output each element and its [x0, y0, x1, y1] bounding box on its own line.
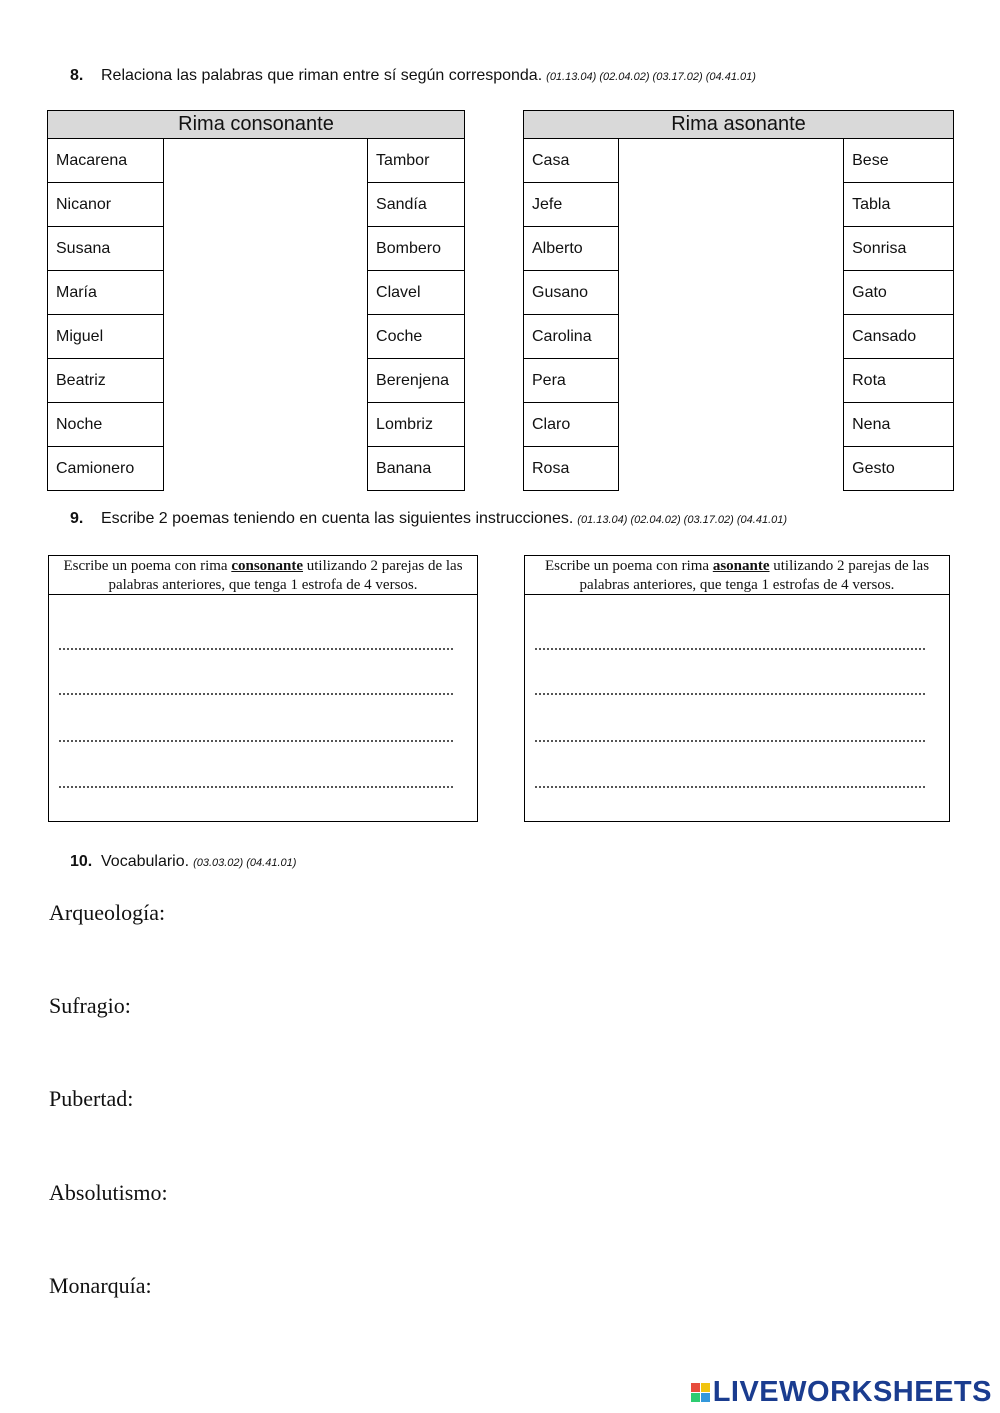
left-word-cell[interactable]: Gusano [524, 271, 619, 315]
matching-gap[interactable] [163, 447, 367, 491]
question-text: Vocabulario. [101, 853, 190, 870]
consonant-rhyme-table [47, 110, 465, 491]
answer-line[interactable] [59, 648, 453, 650]
left-word-cell[interactable]: Beatriz [48, 359, 164, 403]
left-word-cell[interactable]: Jefe [524, 183, 619, 227]
matching-gap[interactable] [618, 271, 843, 315]
question-text: Relaciona las palabras que riman entre sí según corresponda. [101, 67, 543, 84]
table-row [48, 447, 465, 491]
left-word-cell[interactable]: Camionero [48, 447, 164, 491]
logo-square [691, 1393, 700, 1402]
question-codes: (03.03.02) (04.41.01) [193, 857, 297, 869]
matching-gap[interactable] [618, 315, 843, 359]
right-word-cell[interactable]: Tambor [368, 139, 465, 183]
answer-line[interactable] [535, 740, 925, 742]
vocab-word: Absolutismo: [49, 1180, 168, 1205]
table-row [524, 447, 954, 491]
answer-line[interactable] [535, 648, 925, 650]
matching-gap[interactable] [163, 359, 367, 403]
answer-line[interactable] [59, 786, 453, 788]
left-word-cell[interactable]: Noche [48, 403, 164, 447]
right-word-cell[interactable]: Coche [368, 315, 465, 359]
right-word-cell[interactable]: Rota [844, 359, 954, 403]
matching-gap[interactable] [163, 315, 367, 359]
right-word-cell[interactable]: Gesto [844, 447, 954, 491]
table-row [524, 315, 954, 359]
left-word-cell[interactable]: Macarena [48, 139, 164, 183]
logo-text: LIVEWORKSHEETS [712, 1376, 992, 1408]
left-word-cell[interactable]: Alberto [524, 227, 619, 271]
question-text: Escribe 2 poemas teniendo en cuenta las siguientes instrucciones. [101, 510, 574, 527]
table-title: Rima consonante [48, 111, 465, 139]
left-word-cell[interactable]: Susana [48, 227, 164, 271]
vocab-word: Arqueología: [49, 900, 166, 925]
logo-square [691, 1383, 700, 1392]
poem-box-assonant [524, 555, 950, 822]
table-row [524, 183, 954, 227]
table-title: Rima asonante [524, 111, 954, 139]
matching-gap[interactable] [618, 139, 843, 183]
poem-instructions: Escribe un poema con rima consonante utilizando 2 parejas de las palabras anteriores, que tenga 1 estrofa de 4 versos. [49, 556, 477, 595]
question-number: 9. [70, 510, 84, 527]
logo-square [701, 1383, 710, 1392]
table-row [524, 271, 954, 315]
matching-gap[interactable] [618, 227, 843, 271]
rhyme-type: asonante [712, 558, 770, 574]
right-word-cell[interactable]: Sandía [368, 183, 465, 227]
vocab-word: Pubertad: [49, 1086, 134, 1111]
left-word-cell[interactable]: Casa [524, 139, 619, 183]
right-word-cell[interactable]: Nena [844, 403, 954, 447]
matching-gap[interactable] [618, 403, 843, 447]
right-word-cell[interactable]: Bombero [368, 227, 465, 271]
logo-icon [691, 1383, 710, 1402]
assonant-rhyme-table [523, 110, 954, 491]
table-row [48, 183, 465, 227]
right-word-cell[interactable]: Berenjena [368, 359, 465, 403]
rhyme-type: consonante [231, 558, 303, 574]
question-codes: (01.13.04) (02.04.02) (03.17.02) (04.41.01) [577, 514, 788, 526]
question-8-heading [70, 67, 756, 85]
matching-gap[interactable] [163, 183, 367, 227]
vocab-word: Sufragio: [49, 993, 131, 1018]
left-word-cell[interactable]: Miguel [48, 315, 164, 359]
left-word-cell[interactable]: Carolina [524, 315, 619, 359]
right-word-cell[interactable]: Gato [844, 271, 954, 315]
matching-gap[interactable] [618, 447, 843, 491]
vocab-word: Monarquía: [49, 1273, 152, 1298]
matching-gap[interactable] [163, 139, 367, 183]
right-word-cell[interactable]: Clavel [368, 271, 465, 315]
table-row [48, 359, 465, 403]
table-row [48, 315, 465, 359]
matching-gap[interactable] [163, 271, 367, 315]
right-word-cell[interactable]: Lombriz [368, 403, 465, 447]
question-number: 10. [70, 853, 93, 870]
table-row [524, 139, 954, 183]
right-word-cell[interactable]: Cansado [844, 315, 954, 359]
table-row [524, 403, 954, 447]
left-word-cell[interactable]: María [48, 271, 164, 315]
answer-line[interactable] [59, 740, 453, 742]
matching-gap[interactable] [163, 403, 367, 447]
left-word-cell[interactable]: Claro [524, 403, 619, 447]
question-number: 8. [70, 67, 84, 84]
answer-line[interactable] [535, 693, 925, 695]
table-row [48, 271, 465, 315]
matching-gap[interactable] [163, 227, 367, 271]
table-row [524, 227, 954, 271]
poem-box-consonant [48, 555, 478, 822]
answer-line[interactable] [59, 693, 453, 695]
left-word-cell[interactable]: Pera [524, 359, 619, 403]
liveworksheets-logo [691, 1376, 992, 1409]
table-row [48, 139, 465, 183]
table-row [48, 403, 465, 447]
left-word-cell[interactable]: Nicanor [48, 183, 164, 227]
question-codes: (01.13.04) (02.04.02) (03.17.02) (04.41.01) [546, 71, 756, 83]
question-10-heading [70, 853, 296, 871]
poem-instructions: Escribe un poema con rima asonante utilizando 2 parejas de las palabras anteriores, que tenga 1 estrofas de 4 versos. [525, 556, 949, 595]
right-word-cell[interactable]: Banana [368, 447, 465, 491]
matching-gap[interactable] [618, 183, 843, 227]
right-word-cell[interactable]: Sonrisa [844, 227, 954, 271]
right-word-cell[interactable]: Tabla [844, 183, 954, 227]
answer-line[interactable] [535, 786, 925, 788]
logo-square [701, 1393, 710, 1402]
right-word-cell[interactable]: Bese [844, 139, 954, 183]
matching-gap[interactable] [618, 359, 843, 403]
table-row [48, 227, 465, 271]
question-9-heading [70, 510, 787, 528]
table-row [524, 359, 954, 403]
left-word-cell[interactable]: Rosa [524, 447, 619, 491]
